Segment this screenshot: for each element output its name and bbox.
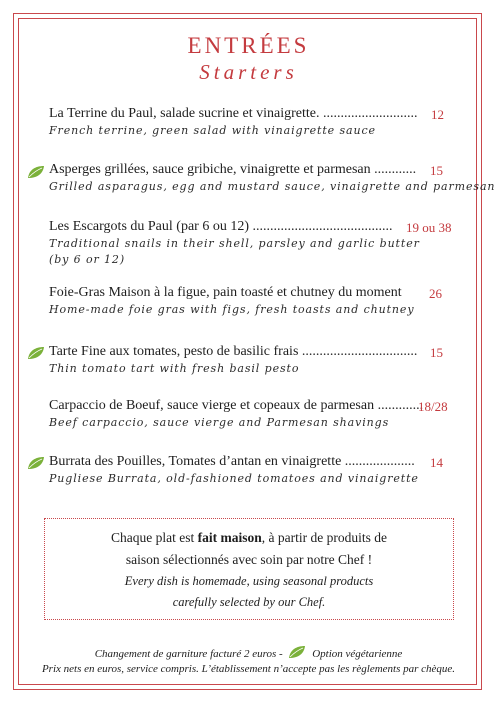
page-subtitle: Starters <box>199 60 298 84</box>
dish-name-fr: Foie-Gras Maison à la figue, pain toasté et chutney du moment <box>49 285 402 300</box>
dish-name-fr: La Terrine du Paul, salade sucrine et vinaigrette. ........................... <box>49 106 418 121</box>
menu-item <box>49 105 469 139</box>
dish-price: 18/28 <box>418 399 448 414</box>
dish-name-en: Home-made foie gras with figs, fresh toasts and chutney <box>49 303 415 316</box>
dish-name-fr: Carpaccio de Boeuf, sauce vierge et copeaux de parmesan ............. <box>49 398 424 413</box>
dish-name-en: Grilled asparagus, egg and mustard sauce, vinaigrette and parmesan <box>49 180 496 193</box>
menu-item <box>49 343 469 377</box>
dish-price: 12 <box>431 107 444 122</box>
menu-item <box>49 453 469 487</box>
footer-text: Changement de garniture facturé 2 euros - <box>94 648 283 660</box>
leaf-icon <box>27 346 45 360</box>
dish-price: 14 <box>430 455 443 470</box>
dish-name-en: French terrine, green salad with vinaigrette sauce <box>49 124 376 137</box>
menu-item <box>49 397 469 431</box>
notice-line-2: saison sélectionnés avec soin par notre Chef ! <box>125 552 373 567</box>
footer-line-1 <box>0 645 497 660</box>
dish-name-en: Traditional snails in their shell, parsley and garlic butter <box>49 237 420 250</box>
homemade-notice <box>44 518 454 620</box>
dish-name-fr: Tarte Fine aux tomates, pesto de basilic frais ................................. <box>49 344 418 359</box>
dish-name-fr: Asperges grillées, sauce gribiche, vinaigrette et parmesan ............ <box>49 162 417 177</box>
dish-name-fr: Les Escargots du Paul (par 6 ou 12) ........................................ <box>49 219 393 234</box>
footer-text: Option végétarienne <box>312 648 403 660</box>
leaf-icon <box>27 165 45 179</box>
dish-name-en: Beef carpaccio, sauce vierge and Parmesan shavings <box>49 416 390 429</box>
dish-name-en: Thin tomato tart with fresh basil pesto <box>49 362 300 375</box>
notice-line-4: carefully selected by our Chef. <box>172 595 326 609</box>
notice-line-3: Every dish is homemade, using seasonal products <box>124 574 374 588</box>
leaf-icon <box>27 456 45 470</box>
leaf-icon <box>288 645 306 659</box>
dish-price: 26 <box>429 286 442 301</box>
notice-text: Chaque plat est <box>111 530 198 545</box>
notice-text: , à partir de produits de <box>261 530 387 545</box>
footer-line-2: Prix nets en euros, service compris. L’établissement n’accepte pas les règlements par chèque. <box>41 663 456 675</box>
dish-price: 19 ou 38 <box>406 220 452 235</box>
dish-name-fr: Burrata des Pouilles, Tomates d’antan en vinaigrette .................... <box>49 454 415 469</box>
page-title: ENTRÉES <box>187 33 310 58</box>
dish-price: 15 <box>430 163 443 178</box>
menu-item <box>49 161 496 195</box>
dish-name-en: Pugliese Burrata, old-fashioned tomatoes and vinaigrette <box>49 472 419 485</box>
notice-line-1 <box>45 530 453 546</box>
menu-item <box>49 284 469 318</box>
dish-price: 15 <box>430 345 443 360</box>
dish-name-en-note: (by 6 or 12) <box>49 253 126 266</box>
notice-emphasis: fait maison <box>197 530 262 545</box>
